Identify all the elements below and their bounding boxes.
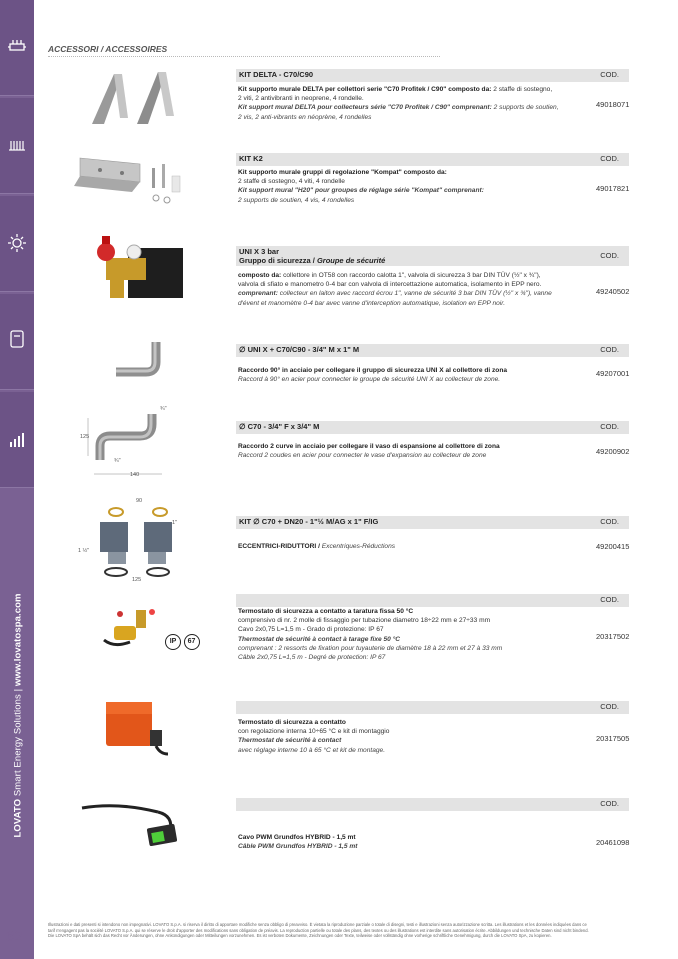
dimension-label: ¾" (114, 458, 121, 464)
product-title: ∅ C70 - 3/4" F x 3/4" M (239, 422, 320, 431)
dimension-label: 90 (136, 498, 143, 504)
radiator-icon (8, 136, 26, 154)
product-subtitle: Gruppo di sicurezza / Groupe de sécurité (239, 256, 386, 265)
code-label: COD. (600, 422, 619, 431)
product-title: KIT K2 (239, 154, 263, 163)
product-description: Raccordo 90° in acciaio per collegare il gruppo di sicurezza UNI X al collettore di zona Raccord à 90° en acier pour connecter le groupe de sécurité UNI X au collecteur de zone. (238, 367, 508, 384)
product-title-bar (236, 344, 629, 357)
page-number: 82 (6, 928, 23, 945)
product-image-thermostat-fixed (100, 600, 166, 652)
product-title: KIT ∅ C70 + DN20 - 1"½ M/AG x 1" F/IG (239, 517, 379, 526)
product-code: 49200902 (596, 447, 630, 456)
product-description: Termostato di sicurezza a contatto con regolazione interna 10÷65 °C e kit di montaggio Thermostat de sécurité à contact avec réglage interne 10 à 65 °C et kit de montage. (238, 719, 390, 754)
product-code: 20461098 (596, 838, 630, 847)
legal-disclaimer: Illustrazioni e dati presenti si intendono non impegnativi. LOVATO S.p.A. si riserva il diritto di apportare modifiche senza obbligo di preavviso. È vietata la riproduzione parziale o totale di disegni, testi e illustrazioni senza autorizzazione scritta. Les illustrations et les données indiquées dans ce tarif n'engagent pas la société LOVATO S.p.A. qui se réserve le droit d'apporter des modifications sans obligation de préavis. La reproduction partielle ou totale des plans, des textes ou des illustrations est interdite sans autorisation écrite. Abbildungen und technische Daten sind nicht bindend. Die LOVATO SpA behält sich das Recht vor Änderungen, ohne Ankündigungen oder Mitteilungen vorzunehmen. Es ist verboten Dokumente, Zeichnungen oder Texte, teilweise oder vollständig ohne vorherige schriftliche Genehmigung, durch die LOVATO SpA, zu kopieren. (48, 922, 589, 939)
dimension-label: ¾" (160, 406, 167, 412)
product-code: 20317505 (596, 734, 630, 743)
brand-tagline: Smart Energy Solutions | (12, 686, 24, 799)
code-label: COD. (600, 70, 619, 79)
product-title-bar (236, 594, 629, 607)
product-description: Kit supporto murale gruppi di regolazione "Kompat" composto da: 2 staffe di sostegno, 4 viti, 4 rondelle Kit support mural "H20" pour groupes de réglage série "Kompat" comprenant: 2 supports de soutien, 4 vis, 4 rondelles (238, 169, 484, 204)
ip-rating-badge: IP 67 (165, 634, 200, 650)
product-title-bar (236, 798, 629, 811)
product-title-bar (236, 153, 629, 166)
dimension-label: 125 (80, 434, 90, 440)
code-label: COD. (600, 251, 619, 260)
product-title-bar (236, 516, 629, 529)
product-image-thermostat-adjustable (100, 698, 170, 758)
sidebar (0, 0, 34, 959)
product-title-bar (236, 421, 629, 434)
code-label: COD. (600, 595, 619, 604)
manifold-icon (8, 38, 26, 56)
page-title: ACCESSORI / ACCESSOIRES (48, 44, 168, 54)
product-image-eccentric-reducers (86, 500, 186, 582)
product-description: ECCENTRICI-RIDUTTORI / Excentriques-Réductions (238, 543, 396, 550)
code-label: COD. (600, 702, 619, 711)
product-image-kit-delta (82, 68, 182, 128)
sidebar-brand-text (12, 593, 24, 838)
product-code: 49018071 (596, 100, 630, 109)
sidebar-tab-regulation[interactable] (0, 392, 34, 488)
product-image-pwm-cable (78, 798, 198, 858)
product-description: Cavo PWM Grundfos HYBRID - 1,5 mt Câble PWM Grundfos HYBRID - 1,5 mt (238, 834, 358, 851)
dimension-label: 125 (132, 577, 142, 583)
sidebar-tab-radiators[interactable] (0, 98, 34, 194)
product-code: 49240502 (596, 287, 630, 296)
code-label: COD. (600, 345, 619, 354)
dimension-label: 1" (172, 520, 178, 526)
product-title-bar (236, 246, 629, 266)
product-title-bar (236, 69, 629, 82)
sidebar-tab-boilers[interactable] (0, 294, 34, 390)
product-description: composto da: collettore in OT58 con raccordo calotta 1", valvola di sicurezza 3 bar DIN TÜV (½" x ¾"), valvola di sfiato e manometro 0-4 bar con valvola di intercettazione automatica, isolamento in EPP nero. comprenant: collecteur en laiton avec raccord écrou 1", vanne de sécurité 3 bar DIN TÜV (½" x ¾"), vanne d'évent et manomètre 0-4 bar avec vanne d'interception automatique, isolation en EPP noir. (238, 272, 552, 307)
product-image-double-bend (80, 404, 190, 482)
product-description: Raccordo 2 curve in acciaio per collegare il vaso di espansione al collettore di zona Raccord 2 coudes en acier pour connecter le vase d'expansion au collecteur de zone (238, 443, 500, 460)
dimension-label: 1 ½" (78, 548, 90, 554)
product-title: UNI X 3 bar (239, 247, 280, 256)
sidebar-tab-solar[interactable] (0, 196, 34, 292)
product-code: 49017821 (596, 184, 630, 193)
product-title: ∅ UNI X + C70/C90 - 3/4" M x 1" M (239, 345, 360, 354)
website-link[interactable]: www.lovatospa.com (12, 593, 24, 687)
product-code: 49207001 (596, 369, 630, 378)
code-label: COD. (600, 517, 619, 526)
ip-value: 67 (184, 634, 200, 650)
code-label: COD. (600, 799, 619, 808)
dimension-label: 140 (130, 472, 140, 478)
product-title-bar (236, 701, 629, 714)
product-description: Termostato di sicurezza a contatto a taratura fissa 50 °C comprensivo di nr. 2 molle di fissaggio per tubazione diametro 18÷22 mm e 27÷33 mm Cavo 2x0,75 L=1,5 m - Grado di protezione: IP 67 Thermostat de sécurité à contact à tarage fixe 50 °C comprenant : 2 ressorts de fixation pour tuyauterie de diamètre 18 à 22 mm et 27 à 33 mm Câble 2x0,75 L=1,5 m - Degré de protection: IP 67 (238, 608, 503, 662)
chart-icon (8, 430, 26, 448)
header-divider (48, 56, 440, 57)
product-code: 49200415 (596, 542, 630, 551)
product-description: Kit supporto murale DELTA per collettori serie "C70 Profitek / C90" composto da: 2 staffe di sostegno, 2 viti, 2 antivibranti in neoprene, 4 rondelle. Kit support mural DELTA pour collecteurs série "C70 Profitek / C90" comprenant: 2 supports de soutien, 2 vis, 2 anti-vibrants en néoprène, 4 rondelles (238, 86, 559, 121)
sun-icon (8, 234, 26, 252)
brand-name: LOVATO (12, 798, 24, 838)
product-code: 20317502 (596, 632, 630, 641)
code-label: COD. (600, 154, 619, 163)
product-image-uni-x (88, 230, 188, 305)
product-image-elbow (110, 336, 170, 382)
sidebar-tab-manifolds[interactable] (0, 0, 34, 96)
boiler-icon (8, 330, 26, 348)
product-title: KIT DELTA - C70/C90 (239, 70, 314, 79)
product-image-kit-k2 (70, 150, 190, 210)
